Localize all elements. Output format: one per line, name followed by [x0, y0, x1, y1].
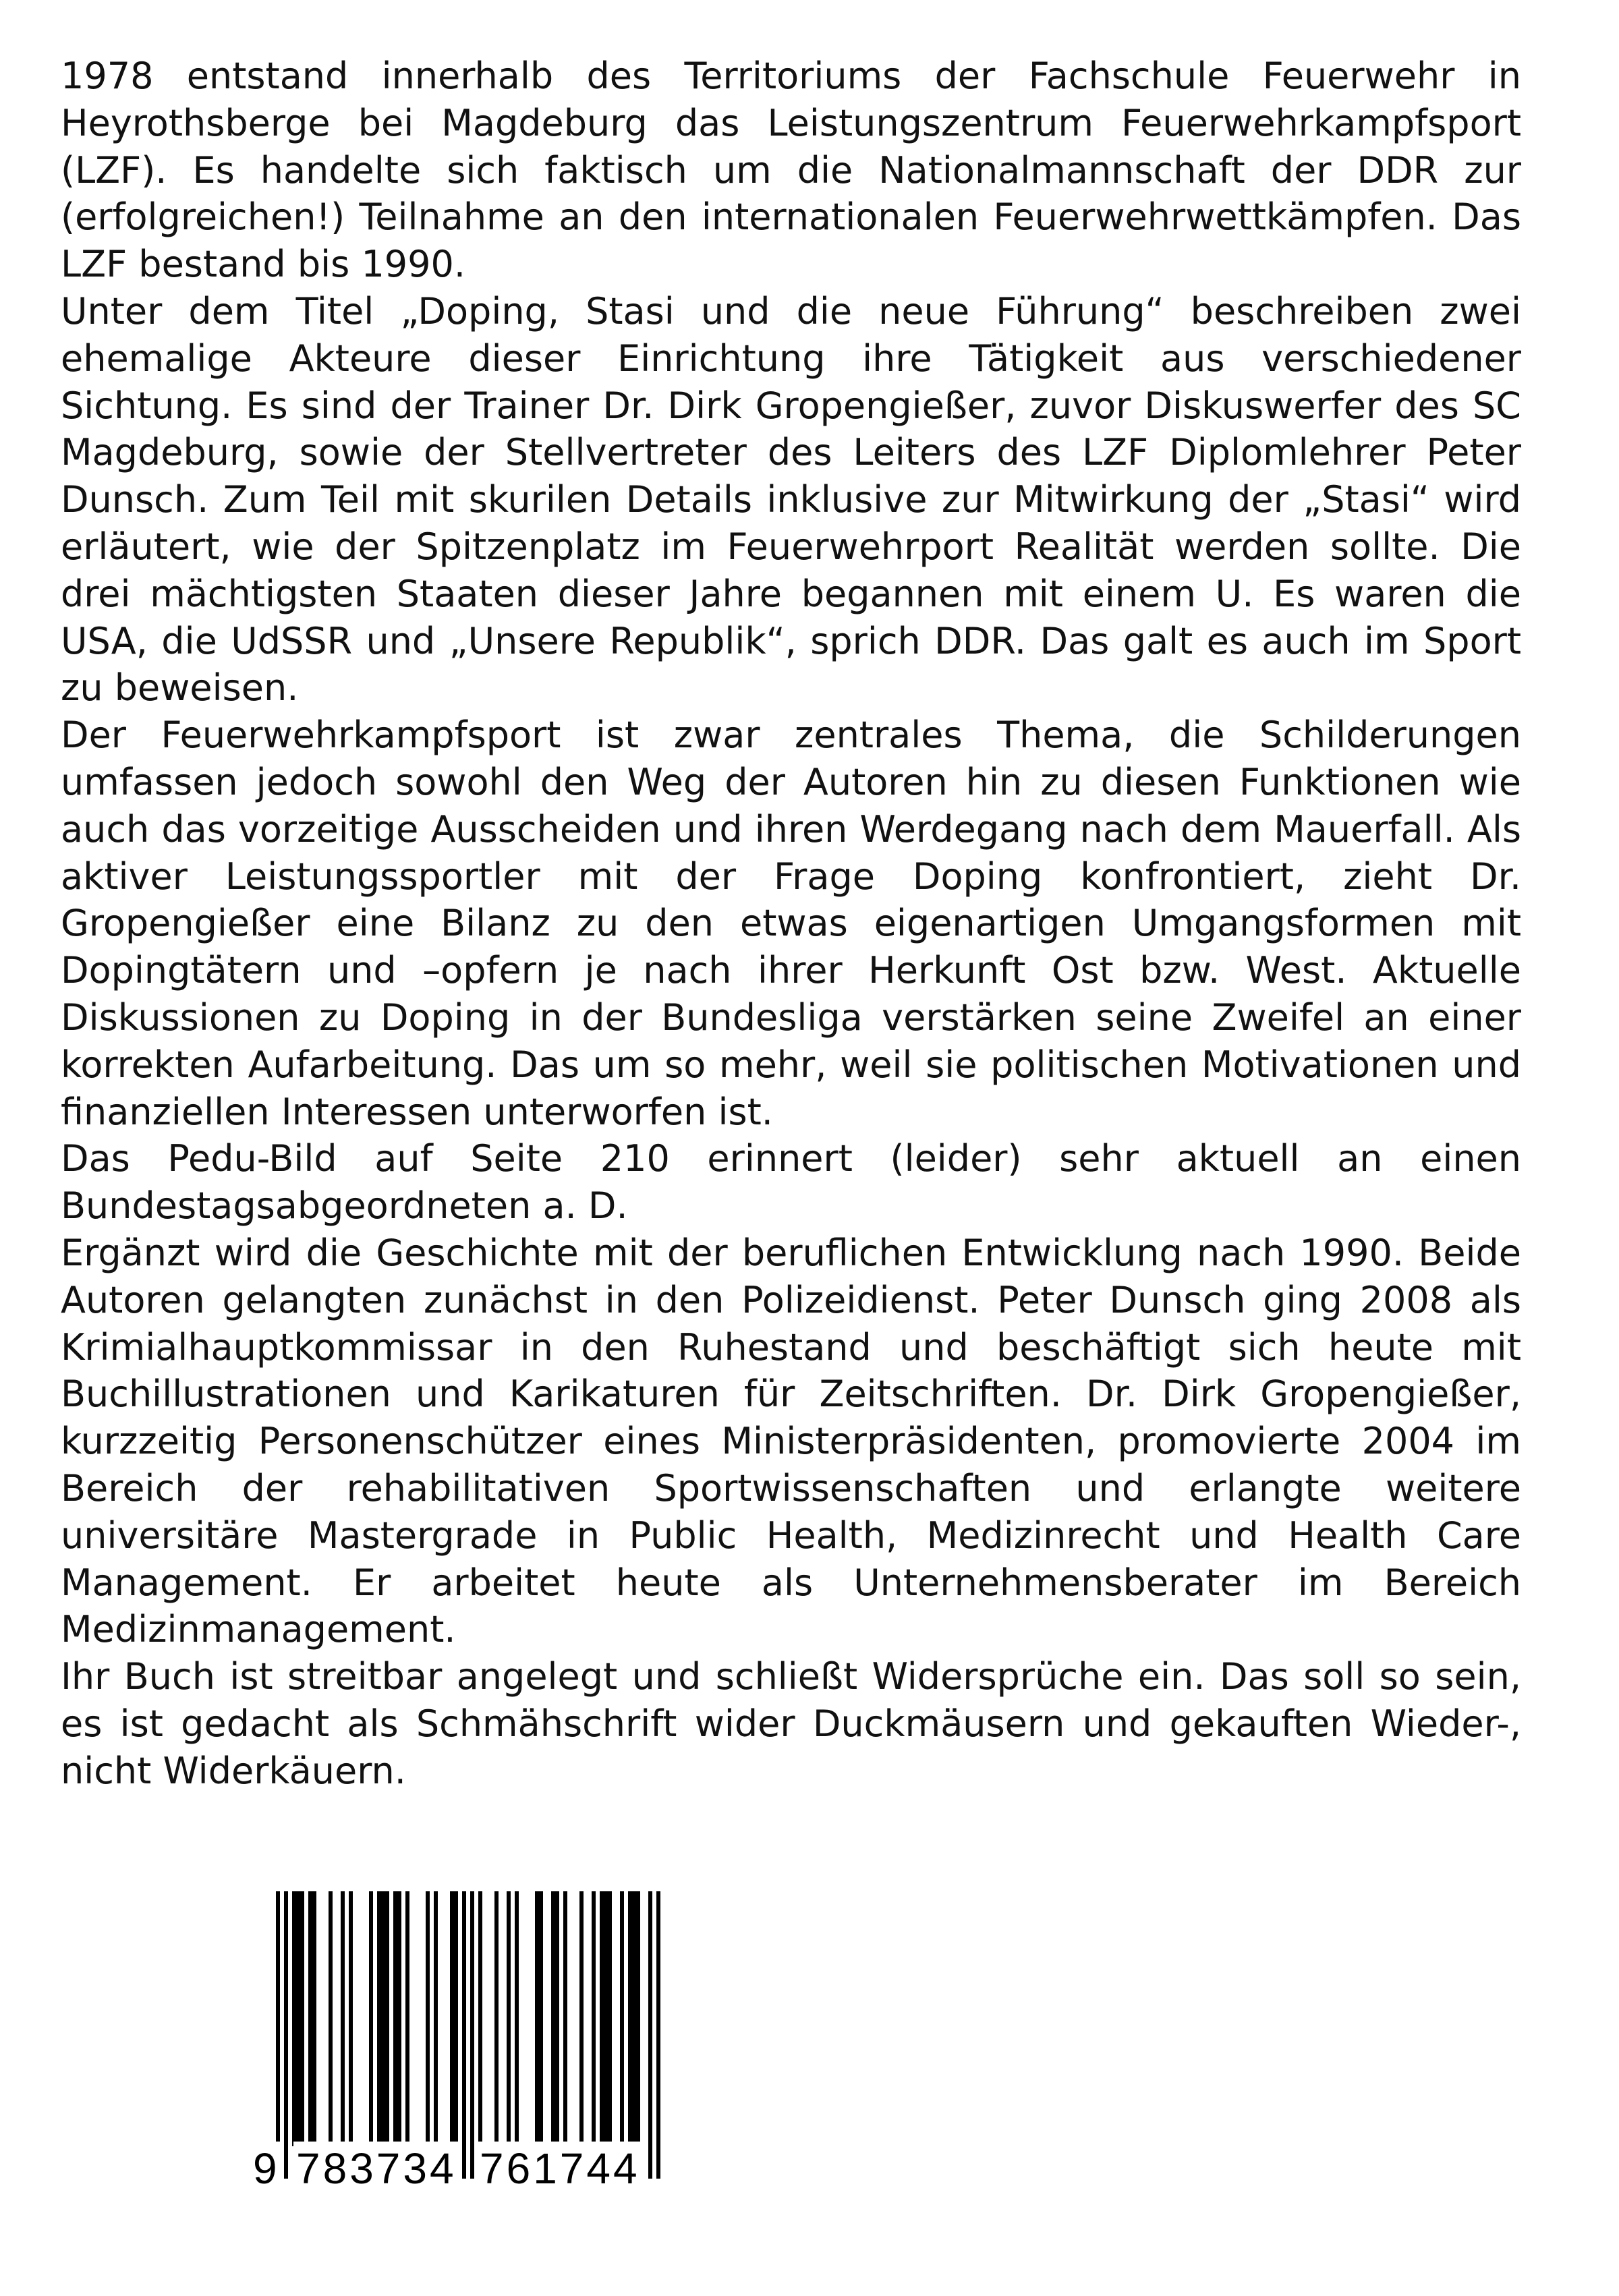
- barcode-bar: [329, 1891, 333, 2146]
- barcode-guard-bar: [470, 1891, 474, 2179]
- barcode-bar: [628, 1891, 640, 2146]
- barcode-bar: [579, 1891, 584, 2146]
- barcode-guard-bar: [462, 1891, 466, 2179]
- blurb-text: [61, 53, 1521, 1794]
- barcode-bar: [292, 1891, 304, 2146]
- paragraph-theme: Der Feuerwehrkampfsport ist zwar zentrales Thema, die Schilderungen umfassen jedoch sowohl den Weg der Autoren hin zu diesen Funktionen wie auch das vorzeitige Ausscheiden und ihren Werdegang nach dem Mauerfall. Als aktiver Leistungssportler mit der Frage Doping konfrontiert, zieht Dr. Gropengießer eine Bilanz zu den etwas eigenartigen Umgangsformen mit Dopingtätern und –opfern je nach ihrer Herkunft Ost bzw. West. Aktuelle Diskussionen zu Doping in der Bundesliga verstärken seine Zweifel an einer korrekten Aufarbeitung. Das um so mehr, weil sie politischen Motivationen und finanziellen Interessen unterworfen ist.: [61, 714, 1521, 1133]
- barcode-bar: [377, 1891, 389, 2146]
- barcode-bar: [563, 1891, 567, 2146]
- paragraph-careers: Ergänzt wird die Geschichte mit der beruflichen Entwicklung nach 1990. Beide Autoren gelangten zunächst in den Polizeidienst. Peter Dunsch ging 2008 als Krimialhauptkommissar in den Ruhestand und beschäftigt sich heute mit Buchillustrationen und Karikaturen für Zeitschriften. Dr. Dirk Gropengießer, kurzzeitig Personenschützer eines Ministerpräsidenten, promovierte 2004 im Bereich der rehabilitativen Sportwissenschaften und erlangte weitere universitäre Mastergrade in Public Health, Medizinrecht und Health Care Management. Er arbeitet heute als Unternehmensberater im Bereich Medizinmanagement.: [61, 1231, 1521, 1651]
- barcode-digits-left: 783734: [293, 2142, 459, 2195]
- barcode-guard-bar: [284, 1891, 288, 2179]
- barcode-guard-bar: [656, 1891, 660, 2179]
- barcode-bar: [405, 1891, 409, 2146]
- isbn-barcode: [241, 1876, 677, 2203]
- barcode-bar: [507, 1891, 511, 2146]
- barcode-bar: [535, 1891, 543, 2146]
- barcode-bar: [551, 1891, 559, 2146]
- barcode-guard-bar: [276, 1891, 280, 2179]
- barcode-guard-bar: [648, 1891, 652, 2179]
- paragraph-closing: Ihr Buch ist streitbar angelegt und schließt Widersprüche ein. Das soll so sein, es ist gedacht als Schmähschrift wider Duckmäusern und gekauften Wieder-, nicht Widerkäuern.: [61, 1655, 1521, 1792]
- barcode-digits: [241, 2142, 677, 2195]
- paragraph-authors: Unter dem Titel „Doping, Stasi und die neue Führung“ beschreiben zwei ehemalige Akteure dieser Einrichtung ihre Tätigkeit aus verschiedener Sichtung. Es sind der Trainer Dr. Dirk Gropengießer, zuvor Diskuswerfer des SC Magdeburg, sowie der Stellvertreter des Leiters des LZF Diplomlehrer Peter Dunsch. Zum Teil mit skurilen Details inklusive zur Mitwirkung der „Stasi“ wird erläutert, wie der Spitzenplatz im Feuerwehrport Realität werden sollte. Die drei mächtigsten Staaten dieser Jahre begannen mit einem U. Es waren die USA, die UdSSR und „Unsere Republik“, sprich DDR. Das galt es auch im Sport zu beweisen.: [61, 289, 1521, 710]
- barcode-bar: [620, 1891, 624, 2146]
- barcode-bar: [308, 1891, 316, 2146]
- barcode-bar: [393, 1891, 401, 2146]
- barcode-bar: [349, 1891, 353, 2146]
- paragraph-pedu-bild: Das Pedu-Bild auf Seite 210 erinnert (leider) sehr aktuell an einen Bundestagsabgeordneten a. D.: [61, 1137, 1521, 1228]
- barcode-digits-right: 761744: [477, 2142, 643, 2195]
- barcode-bar: [600, 1891, 612, 2146]
- barcode-bar: [515, 1891, 519, 2146]
- barcode-bar: [494, 1891, 499, 2146]
- barcode-bar: [426, 1891, 430, 2146]
- barcode-bar: [434, 1891, 438, 2146]
- barcode-bar: [341, 1891, 345, 2146]
- barcode-bar: [450, 1891, 458, 2146]
- barcode-digit-first: 9: [250, 2142, 280, 2195]
- paragraph-intro: 1978 entstand innerhalb des Territoriums der Fachschule Feuerwehr in Heyrothsberge bei Magdeburg das Leistungszentrum Feuerwehrkampfsport (LZF). Es handelte sich faktisch um die Nationalmannschaft der DDR zur (erfolgreichen!) Teilnahme an den internationalen Feuerwehrwettkämpfen. Das LZF bestand bis 1990.: [61, 55, 1521, 286]
- barcode-bar: [478, 1891, 482, 2146]
- barcode-bar: [369, 1891, 373, 2146]
- barcode-bar: [592, 1891, 596, 2146]
